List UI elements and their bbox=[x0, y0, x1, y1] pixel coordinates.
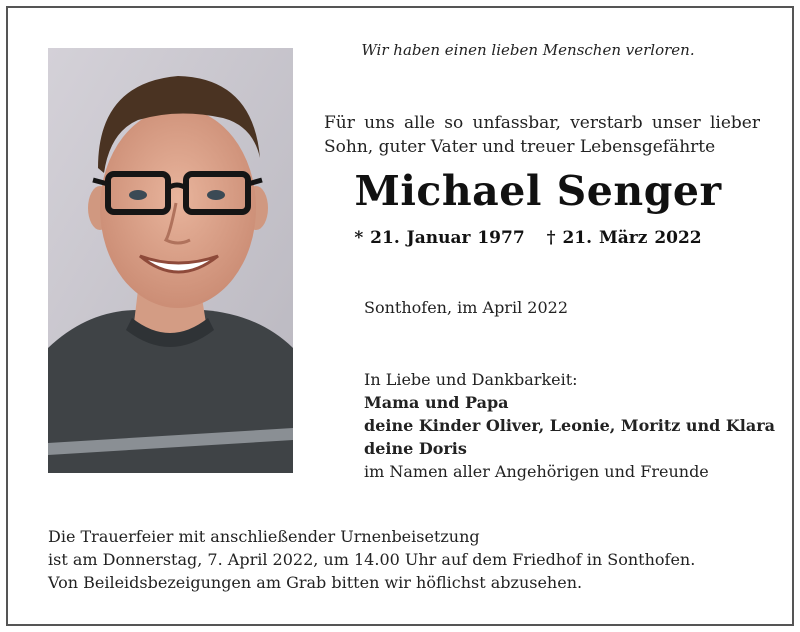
portrait-illustration bbox=[48, 48, 293, 473]
funeral-info-line-1: Die Trauerfeier mit anschließender Urnenbeisetzung bbox=[48, 527, 480, 546]
thanks-block bbox=[364, 368, 784, 483]
mourner-partner: deine Doris bbox=[364, 439, 467, 458]
mourner-parents: Mama und Papa bbox=[364, 393, 509, 412]
mourner-children: deine Kinder Oliver, Leonie, Moritz und Klara bbox=[364, 416, 776, 435]
portrait-photo bbox=[48, 48, 293, 473]
thanks-intro: In Liebe und Dankbarkeit: bbox=[364, 370, 578, 389]
lead-text bbox=[324, 111, 760, 159]
life-dates bbox=[308, 228, 748, 248]
lead-line-2: Sohn, guter Vater und treuer Lebensgefährte bbox=[324, 137, 716, 157]
obituary-frame bbox=[6, 6, 794, 626]
intro-line: Wir haben einen lieben Menschen verloren. bbox=[361, 41, 695, 59]
funeral-info bbox=[48, 525, 768, 594]
funeral-info-line-3: Von Beileidsbezeigungen am Grab bitten wir höflichst abzusehen. bbox=[48, 573, 583, 592]
thanks-outro: im Namen aller Angehörigen und Freunde bbox=[364, 462, 709, 481]
birth-date: * 21. Januar 1977 bbox=[354, 228, 525, 248]
death-date: † 21. März 2022 bbox=[546, 228, 702, 248]
deceased-name: Michael Senger bbox=[354, 167, 722, 215]
lead-line-1: Für uns alle so unfassbar, verstarb unser lieber bbox=[324, 113, 760, 133]
place-date: Sonthofen, im April 2022 bbox=[364, 298, 568, 317]
funeral-info-line-2: ist am Donnerstag, 7. April 2022, um 14.00 Uhr auf dem Friedhof in Sonthofen. bbox=[48, 550, 696, 569]
